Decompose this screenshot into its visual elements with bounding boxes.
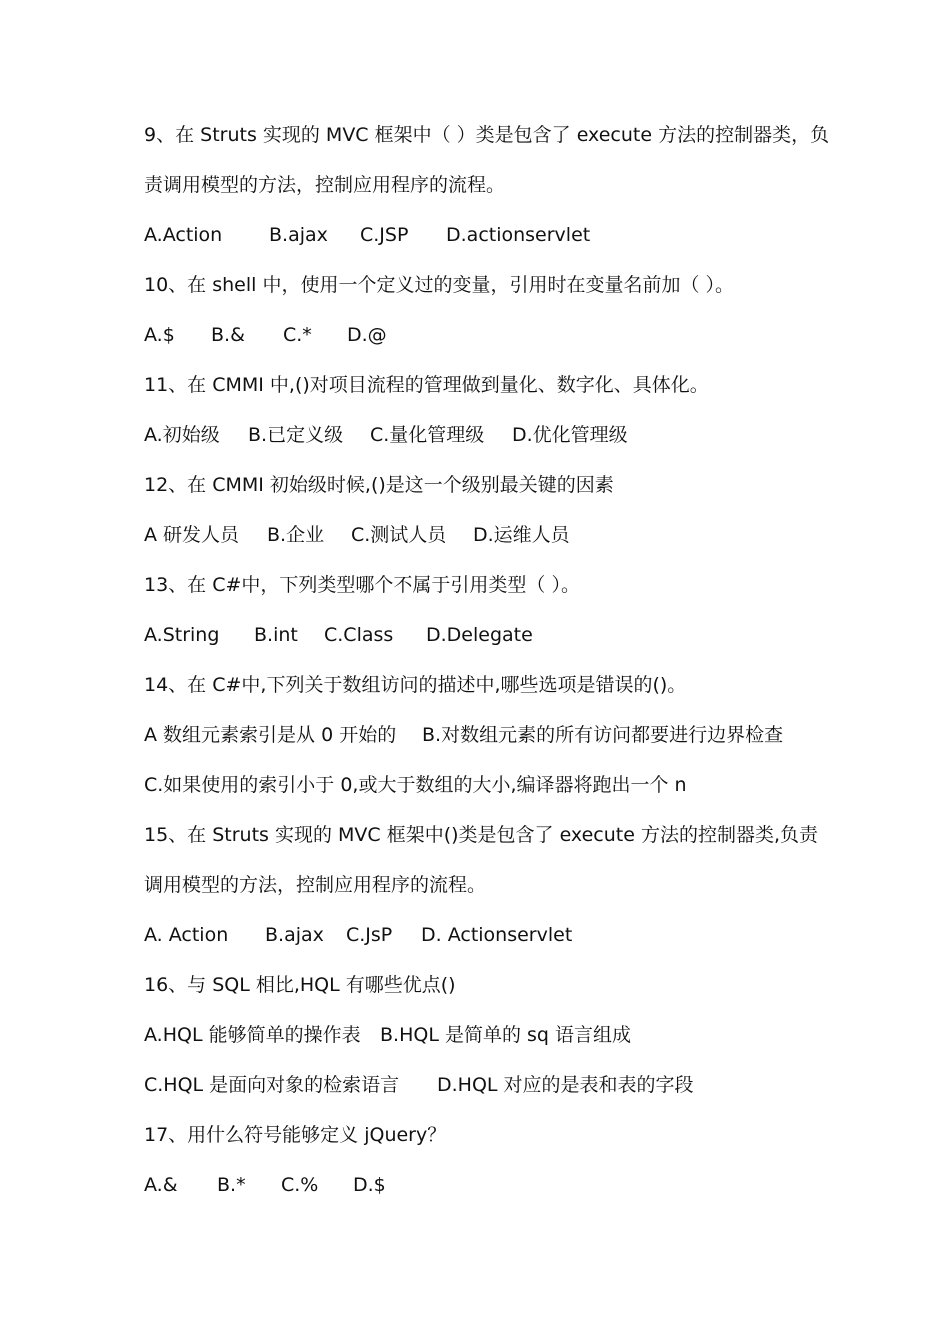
question-13-options [144, 620, 564, 650]
question-9-line-2: 责调用模型的方法，控制应用程序的流程。 [144, 174, 506, 196]
option-b: B.& [211, 324, 245, 346]
option-a: A.初始级 [144, 424, 220, 446]
option-b: B.HQL 是简单的 sq 语言组成 [380, 1024, 631, 1046]
option-d: D.运维人员 [473, 524, 570, 546]
question-16-options-row-1 [144, 1020, 704, 1050]
option-d: D.Delegate [426, 624, 533, 646]
question-17-options [144, 1170, 424, 1200]
option-b: B.ajax [265, 924, 324, 946]
option-c: C.测试人员 [351, 524, 447, 546]
question-15-line-1: 15、在 Struts 实现的 MVC 框架中()类是包含了 execute 方法的控制器类,负责 [144, 824, 818, 846]
option-b: B.已定义级 [248, 424, 344, 446]
question-11-options [144, 420, 664, 450]
option-d: D.@ [347, 324, 387, 346]
option-d: D.$ [353, 1174, 386, 1196]
question-9-line-1: 9、在 Struts 实现的 MVC 框架中（ ）类是包含了 execute 方法的控制器类，负 [144, 124, 830, 146]
option-b: B.企业 [267, 524, 325, 546]
option-b: B.* [217, 1174, 246, 1196]
option-c: C.% [281, 1174, 319, 1196]
question-13-line-1: 13、在 C#中，下列类型哪个不属于引用类型（ ）。 [144, 574, 580, 596]
option-a: A.HQL 能够简单的操作表 [144, 1024, 361, 1046]
question-9-options [144, 220, 604, 250]
option-a: A. Action [144, 924, 229, 946]
question-14-line-3: C.如果使用的索引小于 0,或大于数组的大小,编译器将跑出一个 n [144, 774, 687, 796]
option-b: B.int [254, 624, 298, 646]
question-11-line-1: 11、在 CMMI 中,()对项目流程的管理做到量化、数字化、具体化。 [144, 374, 709, 396]
question-10-line-1: 10、在 shell 中，使用一个定义过的变量，引用时在变量名前加（ ）。 [144, 274, 734, 296]
option-d: D.优化管理级 [512, 424, 628, 446]
question-12-options [144, 520, 604, 550]
option-c: C.JsP [346, 924, 393, 946]
option-c: C.JSP [360, 224, 409, 246]
question-15-line-2: 调用模型的方法，控制应用程序的流程。 [144, 874, 487, 896]
question-10-options [144, 320, 404, 350]
option-c: C.* [283, 324, 312, 346]
option-d: D.HQL 对应的是表和表的字段 [437, 1074, 694, 1096]
option-a: A.& [144, 1174, 178, 1196]
option-b: B.对数组元素的所有访问都要进行边界检查 [422, 724, 784, 746]
option-c: C.量化管理级 [370, 424, 485, 446]
option-a: A.$ [144, 324, 175, 346]
option-c: C.HQL 是面向对象的检索语言 [144, 1074, 400, 1096]
option-d: D. Actionservlet [421, 924, 573, 946]
option-b: B.ajax [269, 224, 328, 246]
question-15-options [144, 920, 604, 950]
question-16-line-1: 16、与 SQL 相比,HQL 有哪些优点() [144, 974, 456, 996]
question-16-options-row-2 [144, 1070, 724, 1100]
option-a: A 研发人员 [144, 524, 240, 546]
option-a: A.Action [144, 224, 223, 246]
question-12-line-1: 12、在 CMMI 初始级时候,()是这一个级别最关键的因素 [144, 474, 614, 496]
option-a: A 数组元素索引是从 0 开始的 [144, 724, 397, 746]
question-17-line-1: 17、用什么符号能够定义 jQuery？ [144, 1124, 447, 1146]
option-d: D.actionservlet [446, 224, 591, 246]
question-14-options [144, 720, 804, 750]
option-a: A.String [144, 624, 220, 646]
question-14-line-1: 14、在 C#中,下列关于数组访问的描述中,哪些选项是错误的()。 [144, 674, 687, 696]
option-c: C.Class [324, 624, 394, 646]
